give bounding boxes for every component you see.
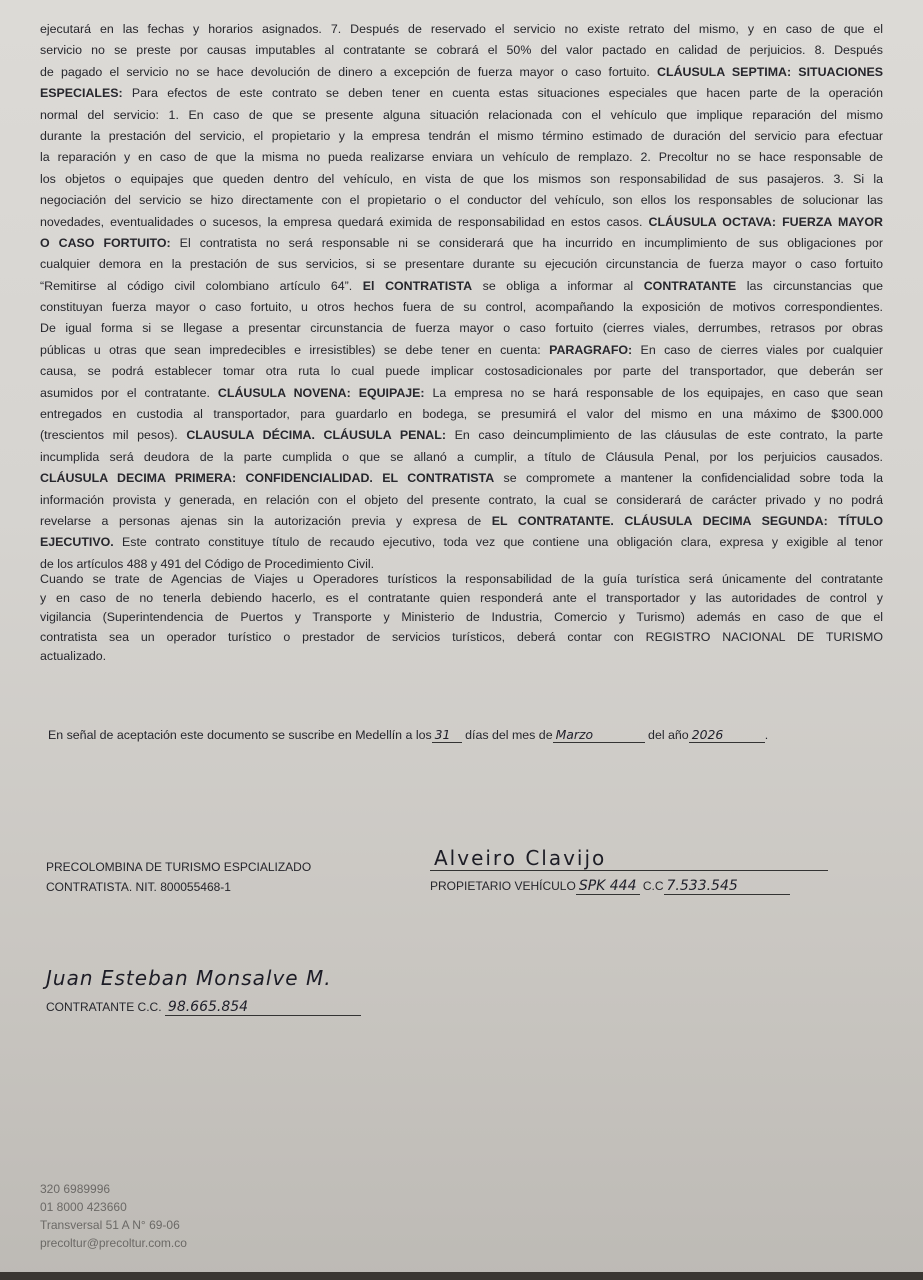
clause-text-line <box>40 212 883 233</box>
clause-text-line <box>40 254 883 275</box>
clause-text-line <box>40 447 883 468</box>
clause-text-line <box>40 490 883 511</box>
clause-heading: CLÁUSULA OCTAVA: FUERZA MAYOR <box>648 214 883 229</box>
clause-text-line <box>40 276 883 297</box>
clause-heading: PARAGRAFO: <box>549 342 633 357</box>
footer-phone: 320 6989996 <box>40 1182 111 1196</box>
clause-text-line <box>40 19 883 40</box>
acceptance-end: . <box>764 728 769 742</box>
clause-text-line <box>40 126 883 147</box>
clause-text: normal del servicio: 1. En caso de que se presente alguna situación relacionada con el vehículo que implique reparación del mismo <box>40 107 883 122</box>
clause-text-line <box>40 40 883 61</box>
clause-text-line <box>40 468 883 489</box>
handwritten-month: Marzo <box>553 727 645 743</box>
company-name: PRECOLOMBINA DE TURISMO ESPCIALIZADO <box>46 860 312 874</box>
clause-text: causa, se podrá establecer tomar otra ruta lo cual puede implicar costosadicionales por parte del transportador, que deberán ser <box>40 364 883 379</box>
owner-details <box>430 878 790 895</box>
owner-label: PROPIETARIO VEHÍCULO <box>430 879 576 893</box>
agency-text-line: vigilancia (Superintendencia de Puertos y Transporte y Ministerio de Industria, Comercio y Turismo) además en caso de que el <box>40 610 883 625</box>
clause-text-line <box>40 105 883 126</box>
clause-text-line <box>40 318 883 339</box>
clause-text: revelarse a personas ajenas sin la autorización previa y expresa de <box>40 513 492 528</box>
clause-text-line <box>40 83 883 104</box>
handwritten-year: 2026 <box>689 727 765 743</box>
clause-text: las circunstancias que <box>736 278 884 293</box>
clause-text: incumplida será deudora de la parte cumplida o que se allanó a cumplir, a título de Cláusula Penal, por los perjuicios causados. <box>40 449 883 464</box>
clause-text: (trescientos mil pesos). <box>40 428 187 443</box>
clause-heading: CLÁUSULA DECIMA PRIMERA: CONFIDENCIALIDAD. EL CONTRATISTA <box>40 471 495 486</box>
company-nit: CONTRATISTA. NIT. 800055468-1 <box>46 880 231 894</box>
company-footer <box>40 1180 187 1252</box>
clause-text: la reparación y en caso de que la misma no pueda realizarse enviara un vehículo de remplazo. 2. Precoltur no se hace responsable de <box>40 150 883 165</box>
page-bottom-edge <box>0 1272 923 1280</box>
clause-text-line <box>40 62 883 83</box>
clause-text: ejecutará en las fechas y horarios asignados. 7. Después de reservado el servicio no existe retrato del mismo, y en caso de que el <box>40 22 883 36</box>
clause-text: información provista y generada, en relación con el objeto del presente contrato, la cual se considerará de carácter privado y no podrá <box>40 492 883 507</box>
clause-text-line <box>40 383 883 404</box>
handwritten-day: 31 <box>432 727 462 743</box>
clause-text: Este contrato constituye título de recaudo ejecutivo, toda vez que contiene una obligación clara, expresa y exigible al tenor <box>113 535 883 550</box>
clause-text: entregados en custodia al transportador, para guardarlo en bodega, se presumirá el valor del mismo en una máximo de $300.000 <box>40 407 883 422</box>
clause-heading: EJECUTIVO. <box>40 535 114 550</box>
owner-plate: SPK 444 <box>576 878 640 895</box>
clause-heading: EL CONTRATANTE. CLÁUSULA DECIMA SEGUNDA: TÍTULO <box>491 513 883 528</box>
clause-text: se compromete a mantener la confidencialidad sobre toda la <box>494 471 883 486</box>
clause-heading: CLÁUSULA SEPTIMA: SITUACIONES <box>657 64 883 79</box>
clause-text: “Remitirse al código civil colombiano artículo 64”. <box>40 278 363 293</box>
clause-text: se obliga a informar al <box>472 278 644 293</box>
footer-email: precoltur@precoltur.com.co <box>40 1236 187 1250</box>
clause-text: La empresa no se hará responsable de los equipajes, en caso que sean <box>424 385 883 400</box>
footer-address: Transversal 51 A N° 69-06 <box>40 1218 180 1232</box>
clause-text: los objetos o equipajes que queden dentro del vehículo, en vista de que los mismos son responsabilidad de sus pasajeros. 3. Si la <box>40 171 883 186</box>
clause-text-line <box>40 425 883 446</box>
clause-text: negociación del servicio se hizo directamente con el propietario o el conductor del vehículo, son ellos los responsables de solucionar las <box>40 193 883 208</box>
clause-text: constituyan fuerza mayor o caso fortuito, u otros hechos fuera de su control, acompañando la exposición de motivos correspondientes. <box>40 300 883 315</box>
owner-cc-label: C.C <box>642 879 664 893</box>
clause-text-line <box>40 511 883 532</box>
agency-text-line: y en caso de no tenerla debiendo hacerlo, es el contratante quien responderá ante el transportador y las autoridades de control y <box>40 591 883 606</box>
clause-heading: CLAUSULA DÉCIMA. CLÁUSULA PENAL: <box>186 428 446 443</box>
agency-text-line: Cuando se trate de Agencias de Viajes u Operadores turísticos la responsabilidad de la guía turística será únicamente del contratante <box>40 572 883 586</box>
clause-text: servicio no se preste por causas imputables al contratante se cobrará el 50% del valor pactado en calidad de perjuicios. 8. Después <box>40 43 883 58</box>
clause-heading: CLÁUSULA NOVENA: EQUIPAJE: <box>217 385 425 400</box>
clause-text: El contratista no será responsable ni se considerará que ha incurrido en incumplimiento de sus obligaciones por <box>170 235 883 250</box>
clause-text-line <box>40 169 883 190</box>
clause-text: En caso deincumplimiento de las cláusulas de este contrato, la parte <box>445 428 883 443</box>
clause-text-line <box>40 532 883 553</box>
acceptance-mid: días del mes de <box>465 728 553 742</box>
clause-text-line <box>40 233 883 254</box>
acceptance-year-label: del año <box>648 728 689 742</box>
contract-clauses <box>40 19 883 575</box>
client-label: CONTRATANTE C.C. <box>46 1000 162 1014</box>
clause-text: asumidos por el contratante. <box>40 385 218 400</box>
footer-toll-free: 01 8000 423660 <box>40 1200 127 1214</box>
client-signature: Juan Esteban Monsalve M. <box>46 966 332 990</box>
clause-text-line <box>40 297 883 318</box>
clause-text: de pagado el servicio no se hace devolución de dinero a excepción de fuerza mayor o caso fortuito. <box>40 64 658 79</box>
clause-text: novedades, eventualidades o sucesos, la empresa quedará eximida de responsabilidad en estos casos. <box>40 214 649 229</box>
clause-heading: CONTRATANTE <box>643 278 737 293</box>
clause-text-line <box>40 361 883 382</box>
clause-heading: O CASO FORTUITO: <box>40 235 171 250</box>
client-cc: 98.665.854 <box>165 999 361 1016</box>
clause-text-line <box>40 404 883 425</box>
owner-signature: Alveiro Clavijo <box>434 846 607 870</box>
client-details <box>46 999 361 1016</box>
clause-text: cualquier demora en la prestación de sus servicios, si se presentare durante su ejecución circunstancia de fuerza mayor o caso fortuito <box>40 257 883 272</box>
acceptance-line <box>48 727 768 743</box>
clause-heading: El CONTRATISTA <box>362 278 473 293</box>
owner-cc: 7.533.545 <box>664 878 790 895</box>
acceptance-prefix: En señal de aceptación este documento se suscribe en Medellín a los <box>48 728 432 742</box>
clause-text: públicas u otras que sean impredecibles e irresistibles) se debe tener en cuenta: <box>40 342 550 357</box>
clause-text: durante la prestación del servicio, el propietario y la empresa tendrán el mismo término estimado de duración del servicio para efectuar <box>40 128 883 143</box>
clause-text: Para efectos de este contrato se deben tener en cuenta estas situaciones especiales que hacen parte de la operación <box>122 86 883 101</box>
clause-heading: ESPECIALES: <box>40 86 123 101</box>
clause-text: En caso de cierres viales por cualquier <box>632 342 883 357</box>
agency-text-line: contratista sea un operador turístico o prestador de servicios turísticos, deberá contar con REGISTRO NACIONAL DE TURISMO <box>40 629 883 644</box>
owner-signature-line <box>430 870 828 871</box>
clause-text: De igual forma si se llegase a presentar circunstancia de fuerza mayor o caso fortuito (cierres viales, derrumbes, retrasos por obras <box>40 321 883 336</box>
clause-text-line <box>40 340 883 361</box>
clause-text-line <box>40 147 883 168</box>
agency-paragraph <box>40 570 883 666</box>
clause-text: de los artículos 488 y 491 del Código de Procedimiento Civil. <box>40 556 375 571</box>
agency-text-line: actualizado. <box>40 648 107 663</box>
clause-text-line <box>40 190 883 211</box>
